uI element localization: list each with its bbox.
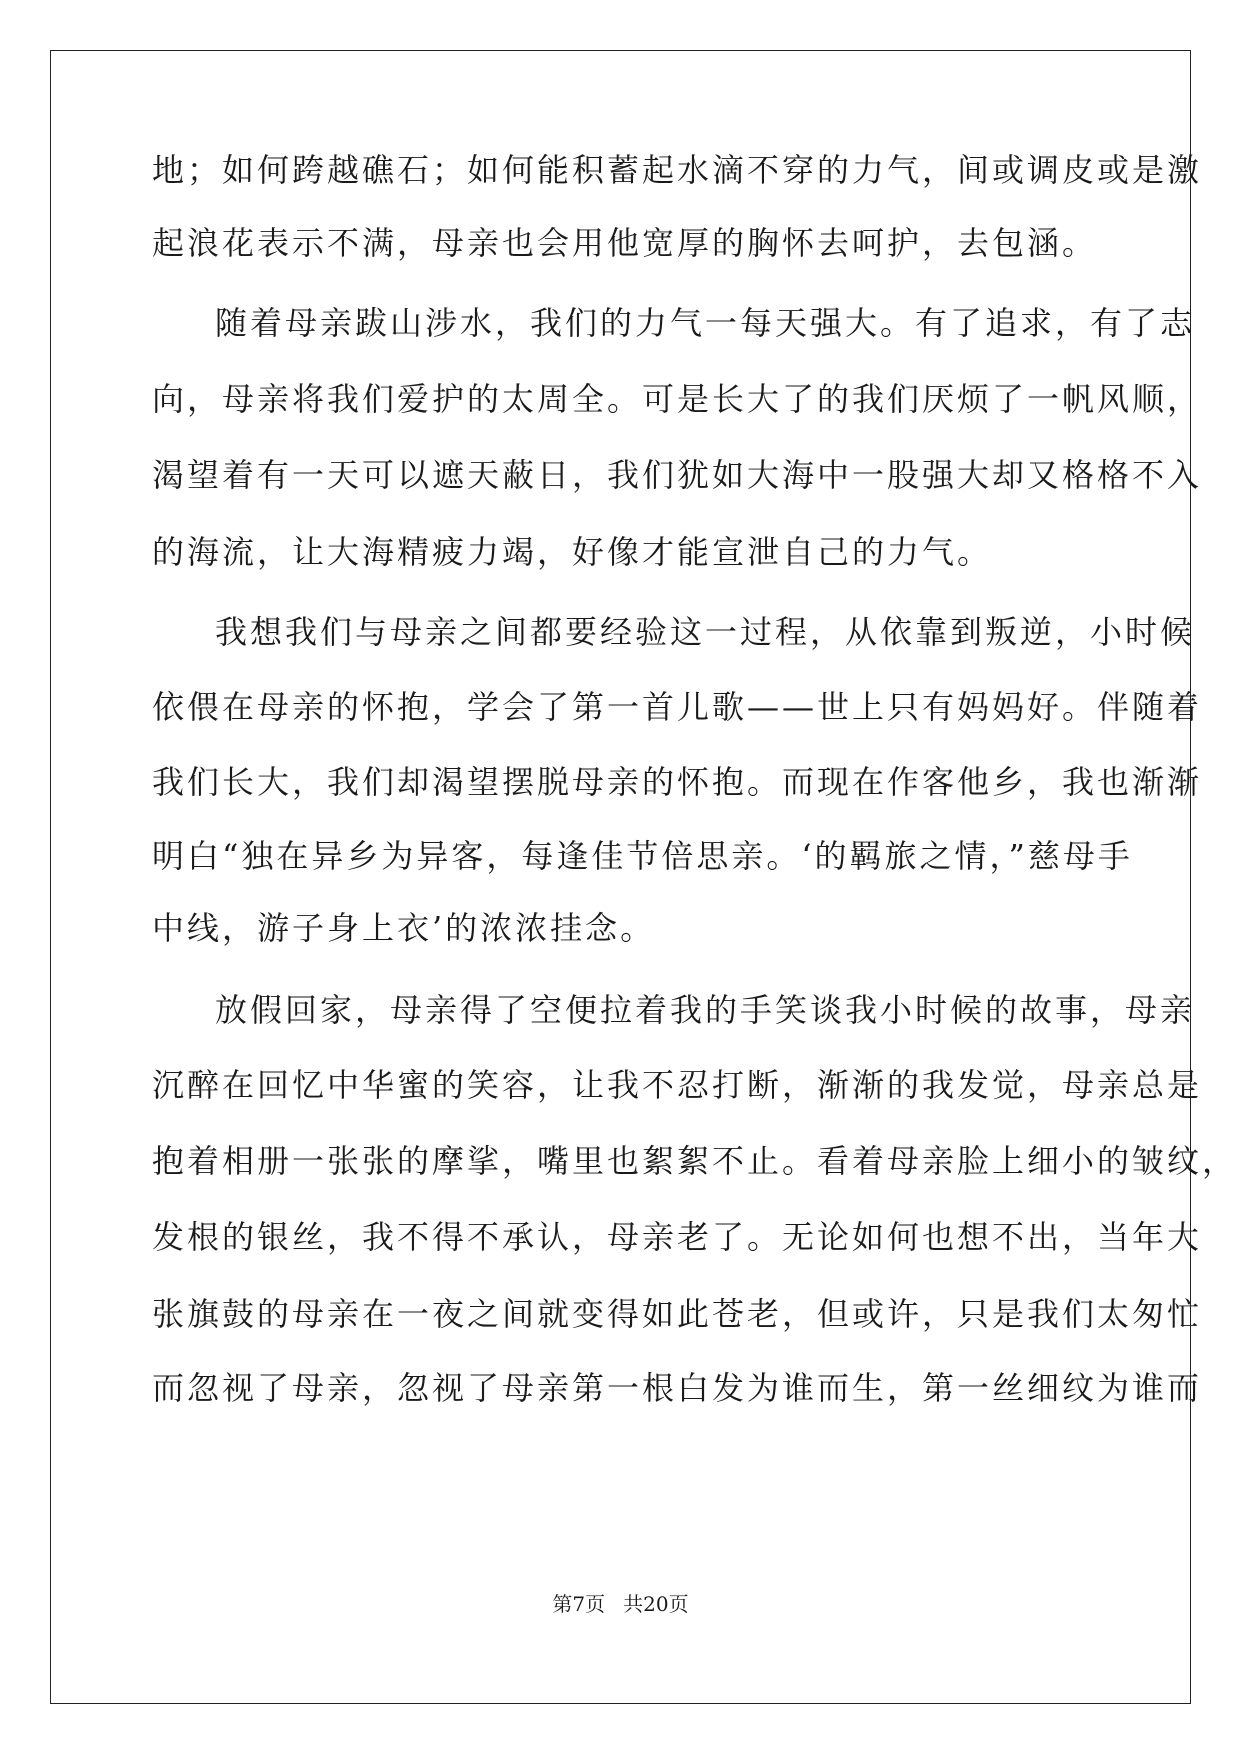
text-line: 地；如何跨越礁石；如何能积蓄起水滴不穿的力气，间或调皮或是激	[152, 151, 1203, 189]
text-line: 我想我们与母亲之间都要经验这一过程，从依靠到叛逆，小时候	[215, 613, 1196, 651]
text-line: 张旗鼓的母亲在一夜之间就变得如此苍老，但或许，只是我们太匆忙	[152, 1295, 1203, 1333]
text-line: 随着母亲跋山涉水，我们的力气一每天强大。有了追求，有了志	[215, 304, 1196, 342]
text-line: 我们长大，我们却渴望摆脱母亲的怀抱。而现在作客他乡，我也渐渐	[152, 763, 1203, 801]
page-footer	[0, 1590, 1241, 1618]
text-line: 起浪花表示不满，母亲也会用他宽厚的胸怀去呵护，去包涵。	[152, 224, 1098, 262]
text-line: 发根的银丝，我不得不承认，母亲老了。无论如何也想不出，当年大	[152, 1218, 1203, 1256]
text-line: 向，母亲将我们爱护的太周全。可是长大了的我们厌烦了一帆风顺，	[152, 380, 1203, 418]
text-line: 沉醉在回忆中华蜜的笑容，让我不忍打断，渐渐的我发觉，母亲总是	[152, 1066, 1203, 1104]
text-line: 放假回家，母亲得了空便拉着我的手笑谈我小时候的故事，母亲	[215, 991, 1196, 1029]
text-line: 中线，游子身上衣’的浓浓挂念。	[152, 909, 656, 947]
text-line: 渴望着有一天可以遮天蔽日，我们犹如大海中一股强大却又格格不入	[152, 456, 1203, 494]
text-line: 抱着相册一张张的摩挲，嘴里也絮絮不止。看着母亲脸上细小的皱纹，	[152, 1142, 1238, 1180]
page-total: 共20页	[623, 1592, 689, 1616]
text-line: 明白“独在异乡为异客，每逢佳节倍思亲。‘的羁旅之情，”慈母手	[152, 837, 1133, 875]
text-line: 依偎在母亲的怀抱，学会了第一首儿歌——世上只有妈妈好。伴随着	[152, 688, 1203, 726]
text-line: 的海流，让大海精疲力竭，好像才能宣泄自己的力气。	[152, 533, 993, 571]
text-line: 而忽视了母亲，忽视了母亲第一根白发为谁而生，第一丝细纹为谁而	[152, 1369, 1203, 1407]
page-number: 第7页	[552, 1592, 606, 1616]
